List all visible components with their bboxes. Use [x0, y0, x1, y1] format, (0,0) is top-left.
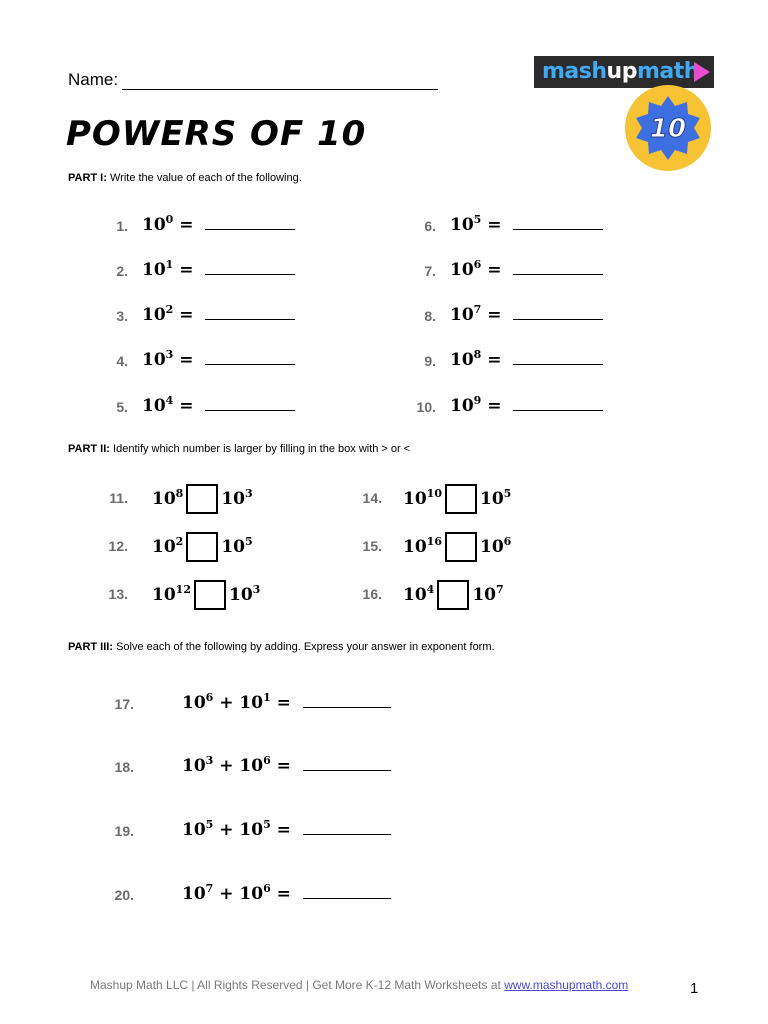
power-term: $10^3$: [221, 486, 253, 509]
power-term: $10^6$: [239, 754, 271, 776]
question-expression: $10^9$ =: [450, 396, 603, 416]
question-number: 9.: [424, 353, 436, 369]
power-term: $10^3$: [142, 348, 174, 370]
answer-blank[interactable]: [303, 824, 391, 835]
power-term: $10^3$: [182, 754, 214, 776]
power-term: $10^1$: [239, 691, 271, 713]
question-number: 8.: [424, 308, 436, 324]
question-number: 11.: [109, 490, 128, 506]
question-number: 15.: [362, 538, 382, 554]
question-number: 20.: [114, 887, 134, 903]
question-number: 1.: [116, 218, 128, 234]
answer-blank[interactable]: [303, 888, 391, 899]
power-term: $10^4$: [403, 582, 435, 605]
answer-blank[interactable]: [513, 219, 603, 230]
power-term: $10^0$: [142, 213, 174, 235]
footer: Mashup Math LLC | All Rights Reserved | Get More K-12 Math Worksheets at www.mashupmath.com: [90, 978, 629, 992]
comparison-expression: [152, 532, 253, 562]
power-term: $10^6$: [479, 534, 512, 557]
comparison-expression: [403, 580, 504, 610]
addition-expression: $10^7 + 10^6$ =: [182, 884, 391, 904]
answer-blank[interactable]: [303, 760, 391, 771]
question-number: 4.: [116, 353, 128, 369]
badge-text: 10: [649, 114, 687, 144]
power-term: $10^2$: [142, 303, 174, 325]
power-term: $10^6$: [450, 258, 482, 280]
addition-expression: $10^3 + 10^6$ =: [182, 756, 391, 776]
power-term: $10^3$: [228, 582, 261, 605]
power-term: $10^7$: [450, 303, 482, 325]
name-label: Name:: [68, 70, 119, 89]
question-number: 13.: [108, 586, 128, 602]
comparison-expression: [152, 580, 260, 610]
question-expression: $10^5$ =: [450, 215, 603, 235]
comparison-box[interactable]: [445, 484, 477, 514]
power-term: $10^4$: [142, 394, 174, 416]
addition-expression: $10^5 + 10^5$ =: [182, 820, 391, 840]
question-expression: $10^4$ =: [142, 396, 295, 416]
power-term: $10^{12}$: [152, 582, 191, 605]
answer-blank[interactable]: [205, 354, 295, 365]
question-number: 2.: [116, 263, 128, 279]
part3-instruction: PART III: Solve each of the following by adding. Express your answer in exponent form.: [68, 641, 495, 653]
comparison-box[interactable]: [194, 580, 226, 610]
power-term: $10^{16}$: [403, 534, 442, 557]
comparison-box[interactable]: [445, 532, 477, 562]
comparison-box[interactable]: [186, 532, 218, 562]
badge-10-icon: [624, 84, 712, 172]
power-term: $10^1$: [142, 258, 174, 280]
power-term: $10^5$: [479, 486, 512, 509]
answer-blank[interactable]: [205, 264, 295, 275]
answer-blank[interactable]: [205, 400, 295, 411]
page-title: POWERS OF 10: [66, 114, 367, 154]
page-number: 1: [690, 980, 699, 997]
name-field[interactable]: [68, 70, 438, 90]
comparison-expression: [152, 484, 253, 514]
power-term: $10^5$: [450, 213, 482, 235]
answer-blank[interactable]: [513, 400, 603, 411]
power-term: $10^8$: [152, 486, 184, 509]
answer-blank[interactable]: [205, 219, 295, 230]
power-term: $10^8$: [450, 348, 482, 370]
power-term: $10^5$: [239, 818, 271, 840]
answer-blank[interactable]: [513, 354, 603, 365]
comparison-expression: [403, 484, 511, 514]
name-line[interactable]: [122, 72, 438, 90]
question-number: 17.: [114, 696, 134, 712]
question-number: 5.: [116, 399, 128, 415]
question-expression: $10^6$ =: [450, 260, 603, 280]
answer-blank[interactable]: [513, 309, 603, 320]
question-number: 10.: [416, 399, 436, 415]
answer-blank[interactable]: [513, 264, 603, 275]
question-number: 19.: [114, 823, 134, 839]
comparison-box[interactable]: [186, 484, 218, 514]
part2-instruction: PART II: Identify which number is larger by filling in the box with > or <: [68, 443, 411, 455]
comparison-box[interactable]: [437, 580, 469, 610]
power-term: $10^2$: [152, 534, 184, 557]
logo-text: mashupmath: [542, 59, 699, 84]
part1-instruction: PART I: Write the value of each of the following.: [68, 172, 302, 184]
question-expression: $10^1$ =: [142, 260, 295, 280]
power-term: $10^5$: [182, 818, 214, 840]
question-expression: $10^0$ =: [142, 215, 295, 235]
question-number: 18.: [114, 759, 134, 775]
question-expression: $10^2$ =: [142, 305, 295, 325]
power-term: $10^{10}$: [403, 486, 442, 509]
comparison-expression: [403, 532, 511, 562]
question-expression: $10^3$ =: [142, 350, 295, 370]
power-term: $10^5$: [221, 534, 253, 557]
answer-blank[interactable]: [205, 309, 295, 320]
question-number: 7.: [424, 263, 436, 279]
question-number: 14.: [362, 490, 382, 506]
addition-expression: $10^6 + 10^1$ =: [182, 693, 391, 713]
answer-blank[interactable]: [303, 697, 391, 708]
footer-link[interactable]: www.mashupmath.com: [504, 978, 629, 992]
question-number: 12.: [108, 538, 128, 554]
play-icon: [694, 62, 710, 82]
power-term: $10^6$: [239, 882, 271, 904]
power-term: $10^7$: [472, 582, 504, 605]
question-expression: $10^7$ =: [450, 305, 603, 325]
question-expression: $10^8$ =: [450, 350, 603, 370]
question-number: 6.: [424, 218, 436, 234]
power-term: $10^9$: [450, 394, 482, 416]
question-number: 3.: [116, 308, 128, 324]
power-term: $10^7$: [182, 882, 214, 904]
power-term: $10^6$: [182, 691, 214, 713]
question-number: 16.: [362, 586, 382, 602]
